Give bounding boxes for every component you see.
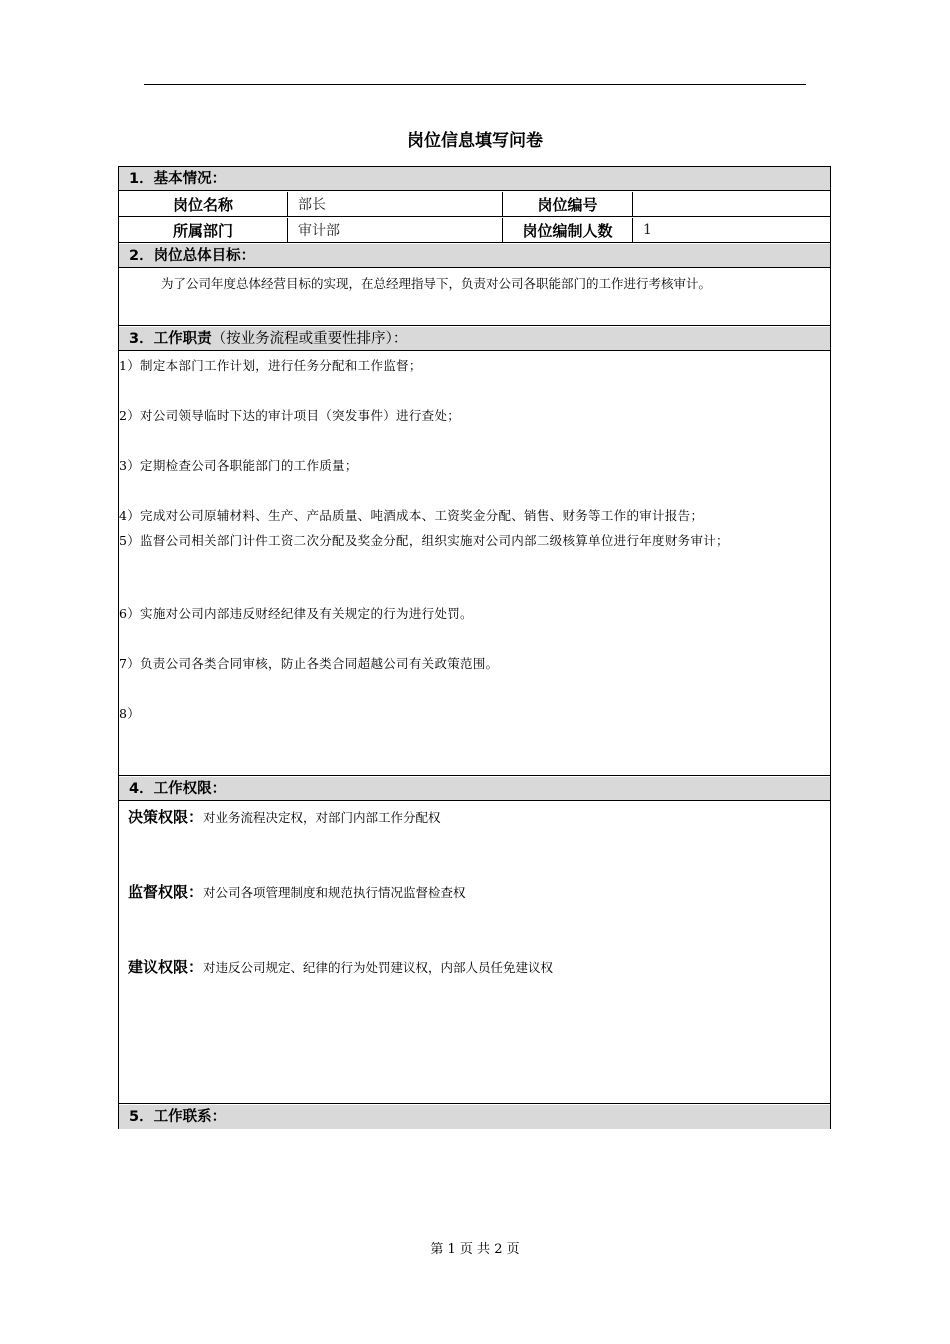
duties-heading-note: （按业务流程或重要性排序）： [211,331,408,347]
authority-supervision [128,881,466,902]
position-code-label: 岗位编号 [502,192,632,216]
section-contact-heading: 5．工作联系： [119,1105,830,1129]
duty-item: 1）制定本部门工作计划，进行任务分配和工作监督； [119,358,422,373]
basic-row-2 [119,218,830,243]
duty-item: 7）负责公司各类合同审核，防止各类合同超越公司有关政策范围。 [119,656,499,671]
authority-suggestion-label: 建议权限： [128,958,204,976]
authority-supervision-label: 监督权限： [128,883,204,901]
goal-text: 为了公司年度总体经营目标的实现，在总经理指导下，负责对公司各职能部门的工作进行考核审计。 [119,269,830,326]
authority-list [119,802,830,1104]
duty-item: 2）对公司领导临时下达的审计项目（突发事件）进行查处； [119,408,461,423]
position-name-label: 岗位名称 [172,195,233,214]
position-code-value [632,192,830,216]
authority-suggestion-text: 对违反公司规定、纪律的行为处罚建议权，内部人员任免建议权 [203,960,554,975]
authority-decision-text: 对业务流程决定权，对部门内部工作分配权 [203,810,441,825]
authority-decision [128,806,441,827]
duty-item: 4）完成对公司原辅材料、生产、产品质量、吨酒成本、工资奖金分配、销售、财务等工作的审计报告； [119,508,704,523]
position-name-value: 部长 [287,192,502,216]
basic-row-1 [119,192,830,217]
section-goal-heading: 2．岗位总体目标： [119,244,830,268]
duty-item: 6）实施对公司内部违反财经纪律及有关规定的行为进行处罚。 [119,606,473,621]
questionnaire-form [118,166,831,1129]
department-label: 所属部门 [172,221,233,240]
headcount-label: 岗位编制人数 [502,218,632,242]
authority-suggestion [128,956,553,977]
duty-item: 8） [119,706,141,721]
duty-item: 3）定期检查公司各职能部门的工作质量； [119,458,358,473]
page-title: 岗位信息填写问卷 [407,131,543,151]
duty-item: 5）监督公司相关部门计件工资二次分配及奖金分配，组织实施对公司内部二级核算单位进行年度财务审计； [119,533,729,548]
authority-supervision-text: 对公司各项管理制度和规范执行情况监督检查权 [203,885,466,900]
duties-heading-main: 3．工作职责 [129,331,212,347]
section-authority-heading: 4．工作权限： [119,777,830,801]
duties-list [119,352,830,776]
section-basic-heading: 1．基本情况： [119,167,830,191]
department-value: 审计部 [287,218,502,242]
headcount-value: 1 [632,218,830,242]
page-footer: 第 1 页 共 2 页 [430,1242,520,1257]
authority-decision-label: 决策权限： [128,808,204,826]
header-rule [144,84,806,85]
section-duties-heading [119,327,830,351]
